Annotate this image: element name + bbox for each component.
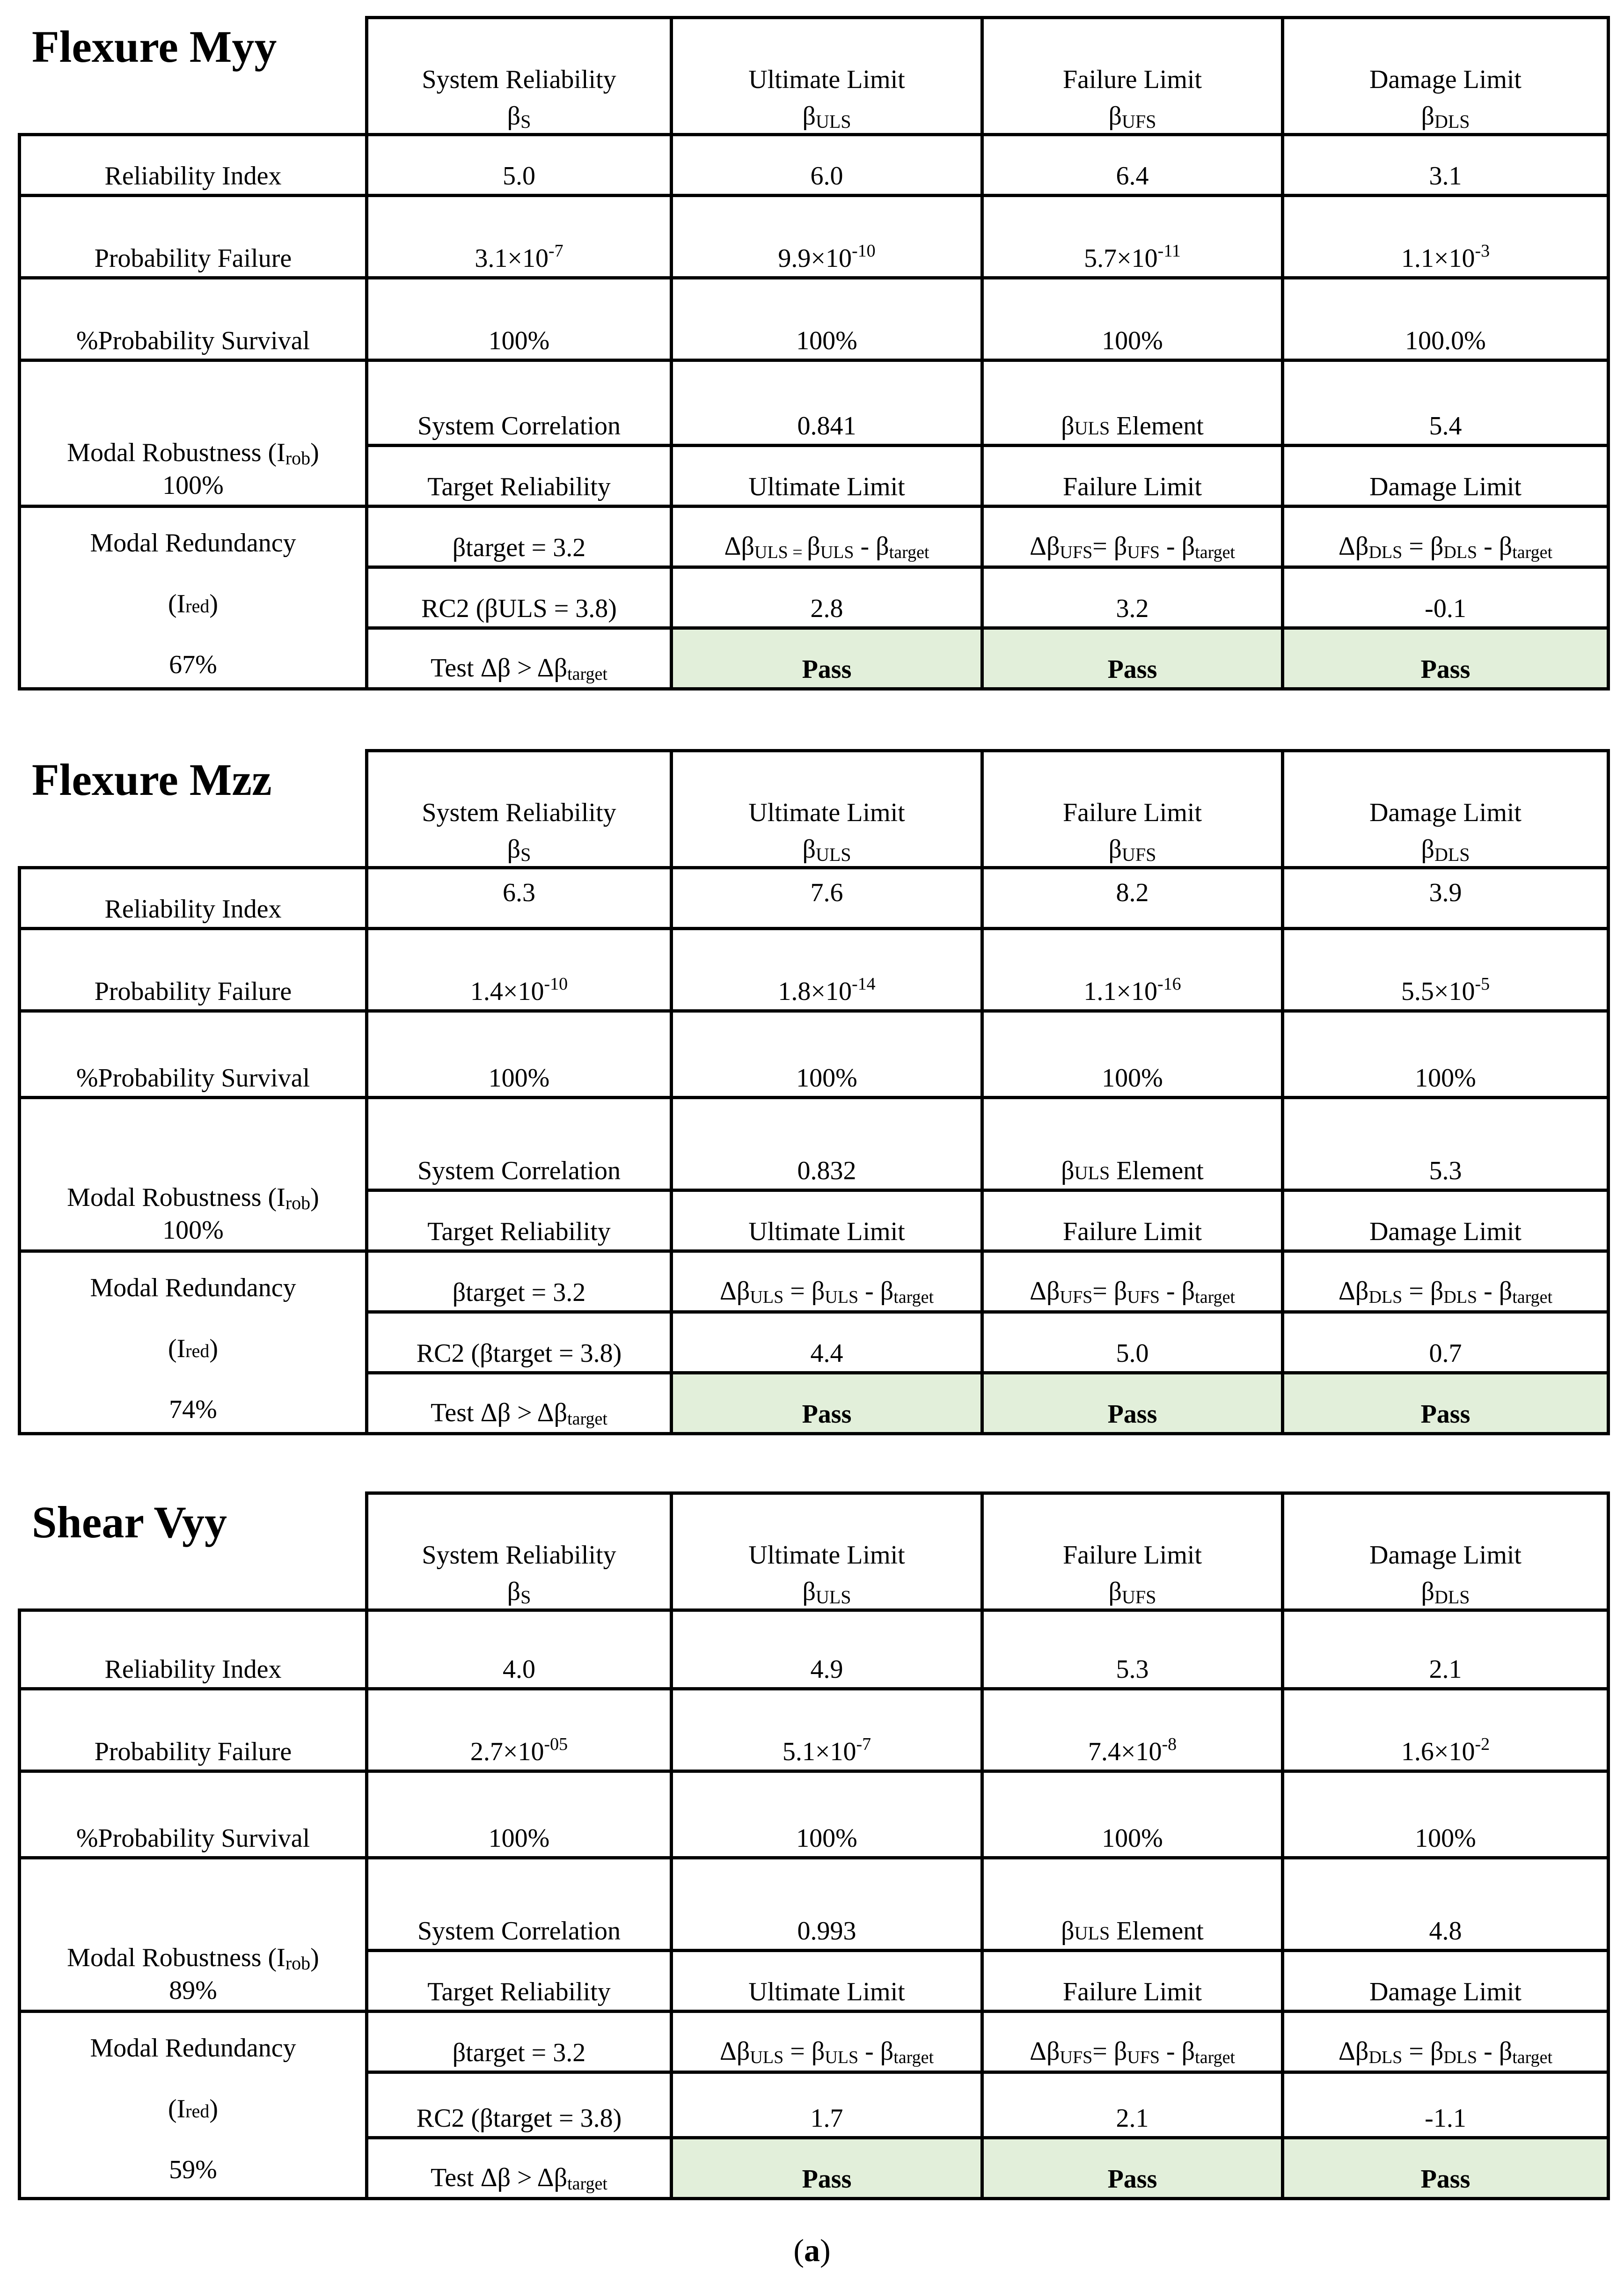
- probability-survival-value: 100.0%: [1283, 278, 1609, 360]
- header-damage-limit: Damage Limit $\beta_{DLS}$: [1283, 751, 1609, 868]
- ultimate-limit-label: Ultimate Limit: [672, 446, 982, 507]
- pass-result: Pass: [982, 628, 1283, 689]
- probability-survival-value: 100%: [1283, 1011, 1609, 1098]
- probability-failure-value: $1.8\times 10^{-14}$: [672, 929, 982, 1011]
- pass-result: Pass: [982, 2138, 1283, 2199]
- probability-failure-value: $1.1\times 10^{-16}$: [982, 929, 1283, 1011]
- row-label-probability-survival: %Probability Survival: [20, 1771, 367, 1858]
- probability-failure-value: $7.4\times 10^{-8}$: [982, 1689, 1283, 1771]
- modal-redundancy-cell: Modal Redundancy (Ired) 67%: [20, 507, 367, 689]
- title-cell: [20, 18, 367, 135]
- modal-robustness-value: 100%: [162, 1216, 224, 1245]
- delta-value: 1.7: [672, 2072, 982, 2138]
- probability-survival-value: 100%: [982, 278, 1283, 360]
- reliability-index-value: 8.2: [982, 868, 1283, 929]
- target-reliability-label: Target Reliability: [367, 446, 672, 507]
- row-label-probability-failure: Probability Failure: [20, 929, 367, 1011]
- reliability-index-value: 6.0: [672, 135, 982, 196]
- probability-failure-value: $5.7\times 10^{-11}$: [982, 196, 1283, 278]
- modal-redundancy-value: 67%: [169, 650, 217, 679]
- target-reliability-value: βtarget = 3.2: [367, 1251, 672, 1312]
- delta-dls-formula: $\Delta\beta_{DLS} = \beta_{DLS} - \beta_{target}$: [1283, 507, 1609, 567]
- delta-dls-formula: $\Delta\beta_{DLS} = \beta_{DLS} - \beta_{target}$: [1283, 2012, 1609, 2072]
- system-correlation-label: System Correlation: [367, 360, 672, 446]
- modal-redundancy-value: 74%: [169, 1395, 217, 1424]
- reliability-index-value: 2.1: [1283, 1610, 1609, 1689]
- delta-uls-formula: $\Delta\beta_{ULS} = \beta_{ULS} - \beta_{target}$: [672, 1251, 982, 1312]
- system-correlation-value: 0.832: [672, 1098, 982, 1190]
- pass-result: Pass: [672, 1373, 982, 1434]
- system-correlation-value: 0.841: [672, 360, 982, 446]
- damage-limit-label: Damage Limit: [1283, 446, 1609, 507]
- block-title: Flexure Mzz: [32, 755, 272, 805]
- title-cell: [20, 751, 367, 868]
- pass-result: Pass: [982, 1373, 1283, 1434]
- probability-survival-value: 100%: [672, 278, 982, 360]
- probability-failure-value: $9.9\times 10^{-10}$: [672, 196, 982, 278]
- reliability-index-value: 3.1: [1283, 135, 1609, 196]
- probability-survival-value: 100%: [367, 1011, 672, 1098]
- modal-robustness-value: 89%: [169, 1976, 217, 2005]
- failure-limit-label: Failure Limit: [982, 1190, 1283, 1251]
- probability-survival-value: 100%: [367, 278, 672, 360]
- pass-result: Pass: [1283, 2138, 1609, 2199]
- delta-value: 0.7: [1283, 1312, 1609, 1373]
- modal-robustness-cell: Modal Robustness $(I_{rob})$ 100%: [20, 1098, 367, 1251]
- pass-result: Pass: [1283, 628, 1609, 689]
- probability-failure-value: $1.1\times 10^{-3}$: [1283, 196, 1609, 278]
- header-ultimate-limit: Ultimate Limit $\beta_{ULS}$: [672, 1493, 982, 1610]
- header-system-reliability: System Reliability $\beta_S$: [367, 751, 672, 868]
- delta-value: 2.1: [982, 2072, 1283, 2138]
- probability-failure-value: $3.1\times 10^{-7}$: [367, 196, 672, 278]
- test-label: Test $\Delta\beta > \Delta\beta_{target}$: [367, 628, 672, 689]
- header-ultimate-limit: Ultimate Limit $\beta_{ULS}$: [672, 751, 982, 868]
- row-label-probability-failure: Probability Failure: [20, 1689, 367, 1771]
- target-reliability-value: βtarget = 3.2: [367, 507, 672, 567]
- modal-robustness-cell: Modal Robustness $(I_{rob})$ 89%: [20, 1858, 367, 2012]
- probability-survival-value: 100%: [982, 1771, 1283, 1858]
- damage-limit-label: Damage Limit: [1283, 1951, 1609, 2012]
- reliability-table: [18, 1491, 1610, 2200]
- system-correlation-value: 0.993: [672, 1858, 982, 1951]
- header-damage-limit: Damage Limit $\beta_{DLS}$: [1283, 18, 1609, 135]
- delta-uls-formula: $\Delta\beta_{ULS =}$ $\beta_{ULS} - \beta_{target}$: [672, 507, 982, 567]
- target-reliability-label: Target Reliability: [367, 1951, 672, 2012]
- uls-element-value: 5.4: [1283, 360, 1609, 446]
- reliability-table: [18, 749, 1610, 1435]
- test-label: Test $\Delta\beta > \Delta\beta_{target}$: [367, 2138, 672, 2199]
- probability-survival-value: 100%: [672, 1771, 982, 1858]
- modal-robustness-value: 100%: [162, 471, 224, 500]
- reliability-index-value: 7.6: [672, 868, 982, 929]
- uls-element-value: 4.8: [1283, 1858, 1609, 1951]
- rc2-label: RC2 (βULS = 3.8): [367, 567, 672, 628]
- probability-survival-value: 100%: [982, 1011, 1283, 1098]
- probability-failure-value: $2.7\times 10^{-05}$: [367, 1689, 672, 1771]
- target-reliability-value: βtarget = 3.2: [367, 2012, 672, 2072]
- pass-result: Pass: [672, 628, 982, 689]
- rc2-label: RC2 (βtarget = 3.8): [367, 1312, 672, 1373]
- delta-ufs-formula: $\Delta\beta_{UFS}= \beta_{UFS} - \beta_{target}$: [982, 2012, 1283, 2072]
- failure-limit-label: Failure Limit: [982, 1951, 1283, 2012]
- header-failure-limit: Failure Limit $\beta_{UFS}$: [982, 751, 1283, 868]
- reliability-index-value: 6.4: [982, 135, 1283, 196]
- delta-value: 2.8: [672, 567, 982, 628]
- row-label-probability-survival: %Probability Survival: [20, 278, 367, 360]
- title-cell: [20, 1493, 367, 1610]
- uls-element-label: βULS Element: [982, 1098, 1283, 1190]
- header-system-reliability: System Reliability $\beta_S$: [367, 18, 672, 135]
- probability-failure-value: $5.1\times 10^{-7}$: [672, 1689, 982, 1771]
- ultimate-limit-label: Ultimate Limit: [672, 1951, 982, 2012]
- rc2-label: RC2 (βtarget = 3.8): [367, 2072, 672, 2138]
- header-failure-limit: Failure Limit $\beta_{UFS}$: [982, 1493, 1283, 1610]
- modal-redundancy-value: 59%: [169, 2155, 217, 2184]
- reliability-index-value: 5.3: [982, 1610, 1283, 1689]
- delta-value: -0.1: [1283, 567, 1609, 628]
- reliability-index-value: 4.0: [367, 1610, 672, 1689]
- row-label-probability-survival: %Probability Survival: [20, 1011, 367, 1098]
- probability-survival-value: 100%: [672, 1011, 982, 1098]
- modal-redundancy-cell: Modal Redundancy (Ired) 74%: [20, 1251, 367, 1434]
- header-ultimate-limit: Ultimate Limit $\beta_{ULS}$: [672, 18, 982, 135]
- delta-value: -1.1: [1283, 2072, 1609, 2138]
- probability-survival-value: 100%: [367, 1771, 672, 1858]
- test-label: Test $\Delta\beta > \Delta\beta_{target}$: [367, 1373, 672, 1434]
- ultimate-limit-label: Ultimate Limit: [672, 1190, 982, 1251]
- delta-uls-formula: $\Delta\beta_{ULS} = \beta_{ULS} - \beta_{target}$: [672, 2012, 982, 2072]
- row-label-reliability-index: Reliability Index: [20, 1610, 367, 1689]
- damage-limit-label: Damage Limit: [1283, 1190, 1609, 1251]
- delta-ufs-formula: $\Delta\beta_{UFS}= \beta_{UFS} - \beta_{target}$: [982, 1251, 1283, 1312]
- reliability-index-value: 5.0: [367, 135, 672, 196]
- reliability-index-value: 3.9: [1283, 868, 1609, 929]
- block-title: Flexure Myy: [32, 22, 277, 72]
- row-label-reliability-index: Reliability Index: [20, 868, 367, 929]
- block-title: Shear Vyy: [32, 1497, 227, 1547]
- pass-result: Pass: [672, 2138, 982, 2199]
- header-failure-limit: Failure Limit $\beta_{UFS}$: [982, 18, 1283, 135]
- system-correlation-label: System Correlation: [367, 1098, 672, 1190]
- delta-ufs-formula: $\Delta\beta_{UFS}= \beta_{UFS} - \beta_{target}$: [982, 507, 1283, 567]
- system-correlation-label: System Correlation: [367, 1858, 672, 1951]
- reliability-index-value: 4.9: [672, 1610, 982, 1689]
- row-label-probability-failure: Probability Failure: [20, 196, 367, 278]
- probability-failure-value: $1.4\times 10^{-10}$: [367, 929, 672, 1011]
- probability-failure-value: $5.5\times 10^{-5}$: [1283, 929, 1609, 1011]
- uls-element-label: βULS Element: [982, 360, 1283, 446]
- delta-value: 5.0: [982, 1312, 1283, 1373]
- probability-failure-value: $1.6\times 10^{-2}$: [1283, 1689, 1609, 1771]
- delta-value: 4.4: [672, 1312, 982, 1373]
- uls-element-value: 5.3: [1283, 1098, 1609, 1190]
- reliability-index-value: 6.3: [367, 868, 672, 929]
- row-label-reliability-index: Reliability Index: [20, 135, 367, 196]
- header-system-reliability: System Reliability $\beta_S$: [367, 1493, 672, 1610]
- delta-dls-formula: $\Delta\beta_{DLS} = \beta_{DLS} - \beta_{target}$: [1283, 1251, 1609, 1312]
- modal-robustness-cell: Modal Robustness $(I_{rob})$ 100%: [20, 360, 367, 507]
- probability-survival-value: 100%: [1283, 1771, 1609, 1858]
- target-reliability-label: Target Reliability: [367, 1190, 672, 1251]
- header-damage-limit: Damage Limit $\beta_{DLS}$: [1283, 1493, 1609, 1610]
- pass-result: Pass: [1283, 1373, 1609, 1434]
- uls-element-label: βULS Element: [982, 1858, 1283, 1951]
- figure-caption: (a): [793, 2233, 831, 2268]
- modal-redundancy-cell: Modal Redundancy (Ired) 59%: [20, 2012, 367, 2199]
- delta-value: 3.2: [982, 567, 1283, 628]
- failure-limit-label: Failure Limit: [982, 446, 1283, 507]
- reliability-table: [18, 16, 1610, 690]
